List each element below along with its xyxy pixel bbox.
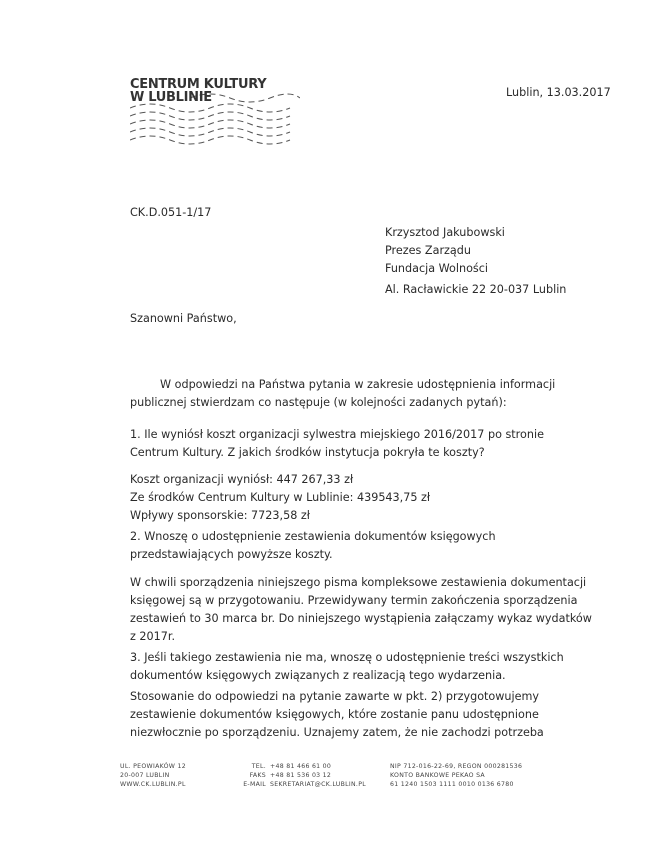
text-line: Wpływy sponsorskie: 7723,58 zł xyxy=(130,509,310,522)
logo xyxy=(130,78,300,148)
footer-street: UL. PEOWIAKÓW 12 xyxy=(120,763,186,770)
logo-line-1: CENTRUM KULTURY xyxy=(130,77,267,92)
text-line: zestawienie dokumentów księgowych, które zostanie panu udostępnione xyxy=(130,708,539,721)
footer-contact xyxy=(228,762,366,789)
salutation: Szanowni Państwo, xyxy=(130,312,237,325)
recipient-address: Al. Racławickie 22 20-037 Lublin xyxy=(385,283,567,296)
recipient-block xyxy=(385,224,566,299)
text-line: Ze środków Centrum Kultury w Lublinie: 439543,75 zł xyxy=(130,491,431,504)
logo-line-2: W LUBLINIE xyxy=(130,90,212,105)
tel-label: TEL. xyxy=(251,763,266,770)
question-2 xyxy=(130,528,496,564)
text-line: księgowej są w przygotowaniu. Przewidywany termin zakończenia sporządzenia xyxy=(130,594,578,607)
answer-1 xyxy=(130,471,430,525)
answer-2 xyxy=(130,574,592,646)
question-1 xyxy=(130,426,544,462)
recipient-title: Prezes Zarządu xyxy=(385,244,471,257)
text-line: 3. Jeśli takiego zestawienia nie ma, wnoszę o udostępnienie treści wszystkich xyxy=(130,651,564,664)
text-line: 2. Wnoszę o udostępnienie zestawienia dokumentów księgowych xyxy=(130,530,496,543)
bank-account: 61 1240 1503 1111 0010 0136 6780 xyxy=(390,781,514,788)
recipient-org: Fundacja Wolności xyxy=(385,262,489,275)
text-line: 1. Ile wyniósł koszt organizacji sylwestra miejskiego 2016/2017 po stronie xyxy=(130,428,544,441)
fax-label: FAKS xyxy=(249,772,266,779)
footer-website[interactable]: WWW.CK.LUBLIN.PL xyxy=(120,781,186,788)
paragraph-intro xyxy=(130,376,555,412)
footer-city: 20-007 LUBLIN xyxy=(120,772,170,779)
bank-name: KONTO BANKOWE PEKAO SA xyxy=(390,772,485,779)
fax-value: +48 81 536 03 12 xyxy=(270,772,332,779)
email-value[interactable]: SEKRETARIAT@CK.LUBLIN.PL xyxy=(270,781,366,788)
text-line: przedstawiających powyższe koszty. xyxy=(130,548,333,561)
text-line: Centrum Kultury. Z jakich środków instytucja pokryła te koszty? xyxy=(130,446,485,459)
recipient-name: Krzysztod Jakubowski xyxy=(385,226,505,239)
text-line: z 2017r. xyxy=(130,630,176,643)
footer-company xyxy=(390,762,522,789)
text-line: zestawień to 30 marca br. Do niniejszego wystąpienia załączamy wykaz wydatków xyxy=(130,612,592,625)
footer-address xyxy=(120,762,186,789)
email-label: E-MAIL xyxy=(243,781,266,788)
text-line: W odpowiedzi na Państwa pytania w zakresie udostępnienia informacji xyxy=(160,378,556,391)
letter-date: Lublin, 13.03.2017 xyxy=(506,86,611,99)
question-3 xyxy=(130,649,564,685)
text-line: publicznej stwierdzam co następuje (w kolejności zadanych pytań): xyxy=(130,396,507,409)
reference-number: CK.D.051-1/17 xyxy=(130,206,212,219)
text-line: dokumentów księgowych związanych z realizacją tego wydarzenia. xyxy=(130,669,506,682)
tel-value: +48 81 466 61 00 xyxy=(270,763,332,770)
text-line: Koszt organizacji wyniósł: 447 267,33 zł xyxy=(130,473,354,486)
text-line: W chwili sporządzenia niniejszego pisma kompleksowe zestawienia dokumentacji xyxy=(130,576,587,589)
answer-3 xyxy=(130,688,544,742)
tax-id: NIP 712-016-22-69, REGON 000281536 xyxy=(390,763,523,770)
text-line: Stosowanie do odpowiedzi na pytanie zawarte w pkt. 2) przygotowujemy xyxy=(130,690,540,703)
text-line: niezwłocznie po sporządzeniu. Uznajemy zatem, że nie zachodzi potrzeba xyxy=(130,726,544,739)
